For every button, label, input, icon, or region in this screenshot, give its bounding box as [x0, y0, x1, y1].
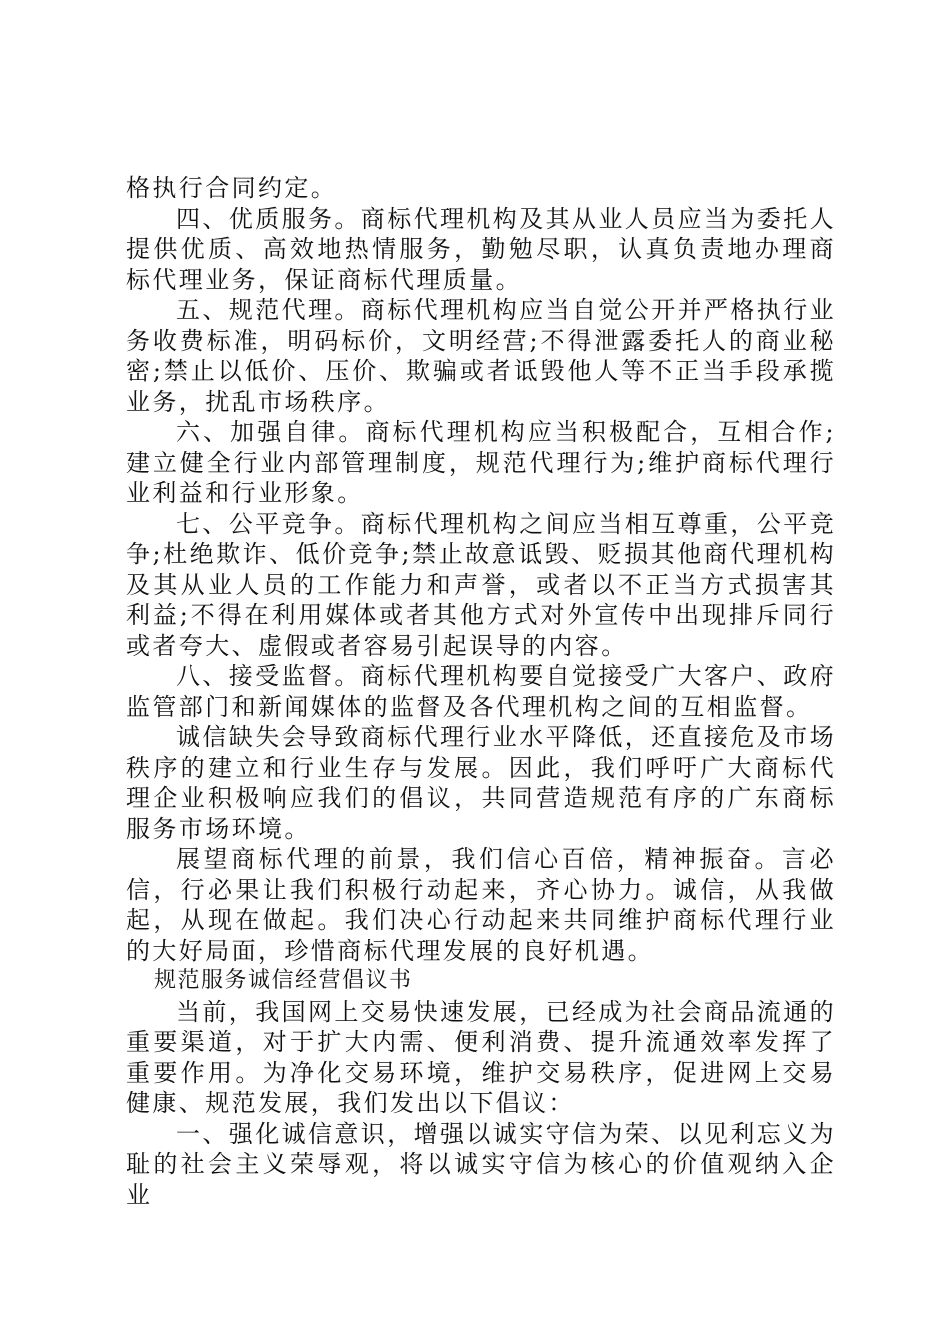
paragraph-standard-agency: 五、规范代理。商标代理机构应当自觉公开并严格执行业务收费标准，明码标价，文明经营;不得泄露委托人的商业秘密;禁止以低价、压价、欺骗或者诋毁他人等不正当手段承揽业务，扰乱市场秩序。: [126, 296, 836, 416]
document-body: [126, 173, 836, 1210]
paragraph-introduction: 当前，我国网上交易快速发展，已经成为社会商品流通的重要渠道，对于扩大内需、便利消费、提升流通效率发挥了重要作用。为净化交易环境，维护交易秩序，促进网上交易健康、规范发展，我们发出以下倡议：: [126, 997, 836, 1117]
paragraph-self-discipline: 六、加强自律。商标代理机构应当积极配合，互相合作;建立健全行业内部管理制度，规范代理行为;维护商标代理行业利益和行业形象。: [126, 418, 836, 507]
paragraph-quality-service: 四、优质服务。商标代理机构及其从业人员应当为委托人提供优质、高效地热情服务，勤勉尽职，认真负责地办理商标代理业务，保证商标代理质量。: [126, 204, 836, 294]
paragraph-outlook: 展望商标代理的前景，我们信心百倍，精神振奋。言必信，行必果让我们积极行动起来，齐心协力。诚信，从我做起，从现在做起。我们决心行动起来共同维护商标代理行业的大好局面，珍惜商标代理发展的良好机遇。: [126, 845, 836, 965]
paragraph-accept-supervision: 八、接受监督。商标代理机构要自觉接受广大客户、政府监管部门和新闻媒体的监督及各代理机构之间的互相监督。: [126, 662, 836, 721]
paragraph-continuation: 格执行合同约定。: [126, 174, 338, 202]
section-title: 规范服务诚信经营倡议书: [154, 968, 413, 993]
paragraph-integrity-appeal: 诚信缺失会导致商标代理行业水平降低，还直接危及市场秩序的建立和行业生存与发展。因此，我们呼吁广大商标代理企业积极响应我们的倡议，共同营造规范有序的广东商标服务市场环境。: [126, 723, 836, 843]
paragraph-item-one: 一、强化诚信意识，增强以诚实守信为荣、以见利忘义为耻的社会主义荣辱观，将以诚实守信为核心的价值观纳入企业: [126, 1119, 836, 1209]
paragraph-fair-competition: 七、公平竞争。商标代理机构之间应当相互尊重，公平竞争;杜绝欺诈、低价竞争;禁止故意诋毁、贬损其他商代理机构及其从业人员的工作能力和声誉，或者以不正当方式损害其利益;不得在利用媒体或者其他方式对外宣传中出现排斥同行或者夸大、虚假或者容易引起误导的内容。: [126, 509, 836, 660]
